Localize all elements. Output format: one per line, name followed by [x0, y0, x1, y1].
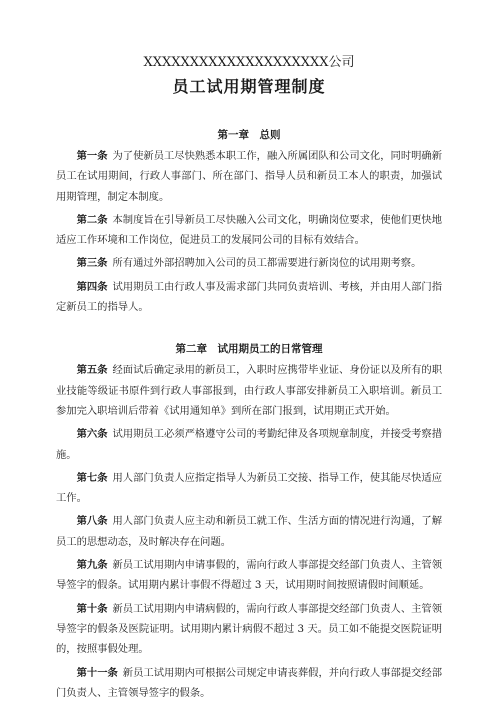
article-label: 第八条 — [76, 515, 108, 528]
article-3 — [56, 253, 442, 273]
article-5 — [56, 360, 442, 421]
article-text: 本制度旨在引导新员工尽快融入公司文化，明确岗位要求，使他们更快地适应工作环境和工作岗位，促进员工的发展同公司的目标有效结合。 — [56, 213, 443, 247]
chapter-2-body — [56, 360, 442, 703]
chapter-1-title: 第一章 总则 — [217, 129, 281, 141]
article-text: 新员工试用期内申请事假的，需向行政人事部提交经部门负责人、主管领导签字的假条。试用期内累计事假不得超过 3 天，试用期时间按照请假时间顺延。 — [56, 559, 443, 592]
article-text: 所有通过外部招聘加入公司的员工都需要进行新岗位的试用期考察。 — [112, 257, 422, 270]
article-text: 用人部门负责人应主动和新员工就工作、生活方面的情况进行沟通，了解员工的思想动态，及时解决存在问题。 — [56, 515, 443, 548]
article-label: 第三条 — [76, 257, 108, 270]
article-text: 新员工试用期内申请病假的，需向行政人事部提交经部门负责人、主管领导签字的假条及医院证明。试用期内累计病假不超过 3 天。员工如不能提交医院证明的，按照事假处理。 — [56, 602, 443, 656]
article-label: 第九条 — [76, 559, 108, 572]
article-text: 试用期员工由行政人事及需求部门共同负责培训、考核，并由用人部门指定新员工的指导人。 — [56, 280, 443, 314]
article-11 — [56, 663, 442, 704]
article-text: 经面试后确定录用的新员工，入职时应携带毕业证、身份证以及所有的职业技能等级证书原件到行政人事部报到，由行政人事部安排新员工入职培训。新员工参加完入职培训后带着《试用通知单》到所在部门报到，试用期正式开始。 — [56, 364, 443, 417]
article-label: 第七条 — [76, 471, 108, 484]
article-label: 第十条 — [76, 602, 108, 615]
article-7 — [56, 468, 442, 509]
article-6 — [56, 424, 442, 465]
article-1 — [56, 146, 442, 207]
article-4 — [56, 277, 442, 318]
article-label: 第四条 — [76, 280, 108, 293]
article-2 — [56, 210, 442, 251]
article-label: 第十一条 — [76, 666, 118, 679]
article-text: 试用期员工必须严格遵守公司的考勤纪律及各项规章制度，并接受考察措施。 — [56, 428, 443, 461]
chapter-1-body — [56, 146, 442, 317]
article-text: 用人部门负责人应指定指导人为新员工交接、指导工作，使其能尽快适应工作。 — [56, 471, 443, 505]
article-9 — [56, 555, 442, 596]
article-label: 第一条 — [76, 150, 108, 162]
company-name: XXXXXXXXXXXXXXXXXXXX公司 — [143, 55, 355, 70]
article-8 — [56, 511, 442, 552]
chapter-2-title: 第二章 试用期员工的日常管理 — [175, 343, 323, 356]
article-text: 新员工试用期内可根据公司规定申请丧葬假，并向行政人事部提交经部门负责人、主管领导签字的假条。 — [56, 666, 443, 699]
document-title: 员工试用期管理制度 — [172, 77, 326, 96]
article-text: 为了使新员工尽快熟悉本职工作，融入所属团队和公司文化，同时明确新员工在试用期间，行政人事部门、所在部门、指导人员和新员工本人的职责，加强试用期管理，制定本制度。 — [56, 150, 443, 203]
article-label: 第六条 — [76, 428, 108, 441]
article-label: 第二条 — [76, 213, 108, 226]
article-10 — [56, 599, 442, 660]
article-label: 第五条 — [76, 364, 108, 377]
